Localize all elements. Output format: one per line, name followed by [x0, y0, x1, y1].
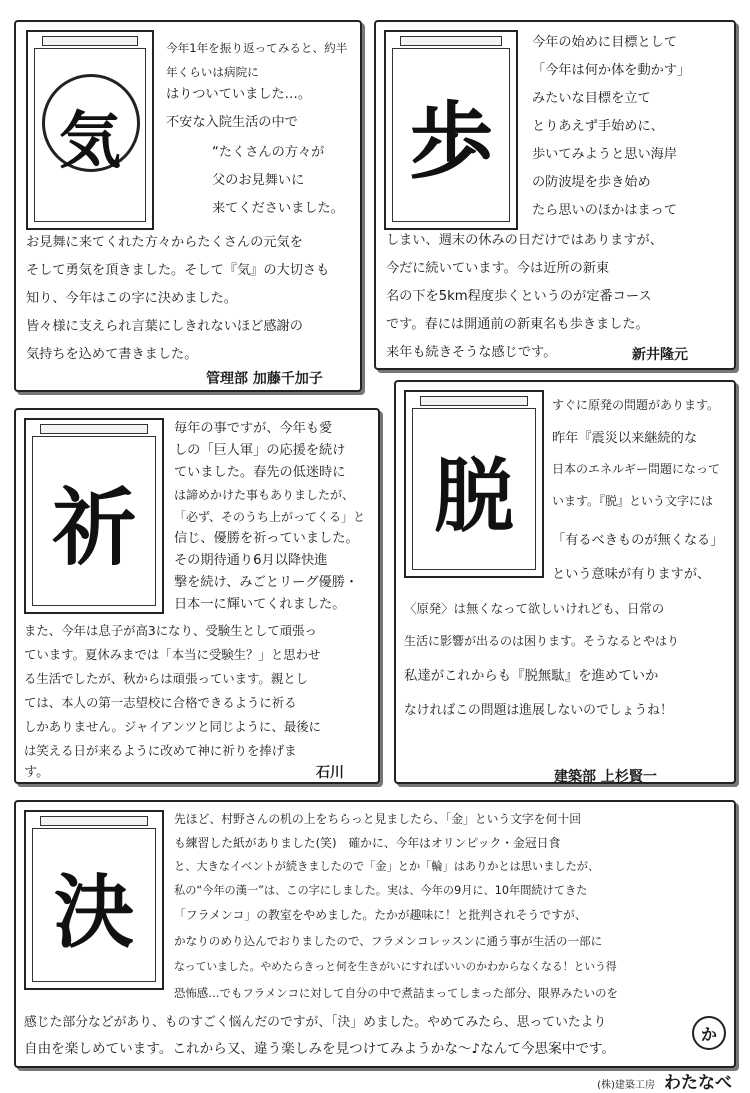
text-line: の防波堤を歩き始め [532, 175, 651, 190]
text-line: 「有るべきものが無くなる」 [552, 533, 724, 548]
panel-inoru [14, 408, 380, 784]
text-line: です。春には開通前の新東名も歩きました。 [386, 317, 649, 332]
text-line: 今年1年を振り返ってみると、約半年くらいは病院に [166, 41, 348, 79]
kanji-kimeru: 決 [54, 864, 134, 959]
text-line: す。 [24, 765, 50, 780]
text-line: たら思いのほかはまって [532, 203, 678, 218]
text-line: しまい、週末の休みの日だけではありますが、 [386, 233, 663, 248]
text-line: 不安な入院生活の中で [166, 115, 298, 130]
kanji-frame-datsu [404, 390, 544, 578]
text-line: 来年も続きそうな感じです。 [386, 345, 557, 360]
text-line: も練習した紙がありました(笑) 確かに、今年はオリンピック・金冠日食 [174, 836, 561, 850]
text-line: 歩いてみようと思い海岸 [532, 147, 678, 162]
text-line: そして勇気を頂きました。そして『気』の大切さも [26, 263, 330, 278]
text-line: しの「巨人軍」の応援を続け [174, 443, 346, 458]
text-line: は笑える日が来るように改めて神に祈りを捧げま [24, 743, 297, 758]
text-line: なければこの問題は進展しないのでしょうね！ [404, 703, 673, 718]
text-line: 撃を続け、みごとリーグ優勝・ [174, 575, 359, 590]
panel-kimeru [14, 800, 736, 1068]
kanji-frame-kimeru [24, 810, 164, 990]
kanji-frame-aruku [384, 30, 518, 230]
signature: 石川 [316, 765, 344, 781]
kanji-ki: 気 [58, 103, 121, 177]
text-line: はりついていました…。 [166, 87, 312, 102]
text-line: 自由を楽しめています。これから又、違う楽しみを見つけてみようかな～♪なんて今思案中です。 [24, 1041, 616, 1057]
text-line: 先ほど、村野さんの机の上をちらっと見ましたら、「金」という文字を何十回 [174, 812, 581, 826]
text-line: “たくさんの方々が [212, 145, 325, 160]
text-line: 「必ず、そのうち上がってくる」と [174, 510, 366, 524]
text-line: 気持ちを込めて書きました。 [26, 347, 198, 362]
text-line: 「フラメンコ」の教室をやめました。たかが趣味に！と批判されそうですが、 [174, 908, 587, 922]
panel-datsu [394, 380, 736, 784]
text-line: います。『脱』という文字には [552, 494, 714, 508]
text-line: は諦めかけた事もありましたが、 [174, 488, 355, 502]
text-line: 私の“今年の漢一”は、この字にしました。実は、今年の9月に、10年間続けてきた [174, 884, 588, 897]
text-line: 毎年の事ですが、今年も愛 [174, 421, 333, 436]
text-line: みたいな目標を立て [532, 91, 651, 106]
text-line: とりあえず手始めに、 [532, 119, 664, 134]
signature: 管理部 加藤千加子 [206, 371, 323, 387]
text-line: 信じ、優勝を祈っていました。 [174, 531, 359, 546]
signature: 建築部 上杉賢一 [554, 769, 657, 785]
company-footer [597, 1068, 732, 1093]
text-line: その期待通り6月以降快進 [174, 553, 328, 568]
text-line: 生活に影響が出るのは困ります。そうなるとやはり [404, 634, 680, 648]
kanji-inoru: 祈 [51, 477, 136, 577]
text-line: 名の下を5km程度歩くというのが定番コース [386, 289, 652, 304]
text-line: なっていました。やめたらきっと何を生きがいにすればいいのかわからなくなる！という得 [174, 960, 617, 973]
text-line: 今だに続いています。今は近所の新東 [386, 261, 610, 276]
text-line: かなりのめり込んでおりましたので、フラメンコレッスンに通う事が生活の一部に [174, 934, 603, 948]
kanji-frame-inoru [24, 418, 164, 614]
text-line: る生活でしたが、秋からは頑張っています。親とし [24, 671, 308, 686]
text-line: 昨年『震災以来継続的な [552, 431, 698, 446]
text-line: また、今年は息子が高3になり、受験生として頑張っ [24, 623, 317, 638]
kanji-datsu: 脱 [434, 448, 514, 543]
text-line: 日本のエネルギー問題になって [552, 462, 721, 476]
text-line: 日本一に輝いてくれました。 [174, 597, 346, 612]
text-line: 恐怖感…でもフラメンコに対して自分の中で煮詰まってしまった部分、限界みたいのを [174, 986, 618, 1000]
text-line: 〈原発〉は無くなって欲しいけれども、日常の [404, 601, 665, 616]
panel-aruku [374, 20, 736, 370]
company-prefix: (株)建築工房 [597, 1080, 655, 1091]
text-line: 私達がこれからも『脱無駄』を進めていか [404, 669, 659, 684]
text-line: しかありません。ジャイアンツと同じように、最後に [24, 719, 322, 734]
company-name: わたなべ [664, 1073, 732, 1093]
text-line: 父のお見舞いに [212, 173, 305, 188]
text-line: 知り、今年はこの字に決めました。 [26, 291, 237, 306]
text-line: すぐに原発の問題があります。 [552, 398, 720, 412]
text-line: 皆々様に支えられ言葉にしきれないほど感謝の [26, 319, 303, 334]
text-line: と、大きなイベントが続きましたので「金」とか「輪」はありかとは思いましたが、 [174, 860, 600, 873]
text-line: 来てくださいました。 [212, 201, 344, 216]
text-line: ています。夏休みまでは「本当に受験生？」と思わせ [24, 647, 321, 662]
text-line: お見舞に来てくれた方々からたくさんの元気を [26, 235, 303, 250]
signature: 新井隆元 [632, 347, 688, 363]
text-line: ていました。春先の低迷時に [174, 465, 346, 480]
text-line: ては、本人の第一志望校に合格できるように祈る [24, 695, 297, 710]
panel-ki [14, 20, 362, 392]
text-line: 感じた部分などがあり、ものすごく悩んだのですが、「決」めました。やめてみたら、思っていたより [24, 1015, 607, 1030]
kanji-frame-ki [26, 30, 154, 230]
text-line: という意味が有りますが、 [552, 567, 711, 582]
text-line: 「今年は何か体を動かす」 [532, 63, 691, 78]
text-line: 今年の始めに目標として [532, 35, 678, 50]
kanji-aruku: 歩 [408, 91, 493, 191]
badge-ka: か [692, 1016, 726, 1050]
